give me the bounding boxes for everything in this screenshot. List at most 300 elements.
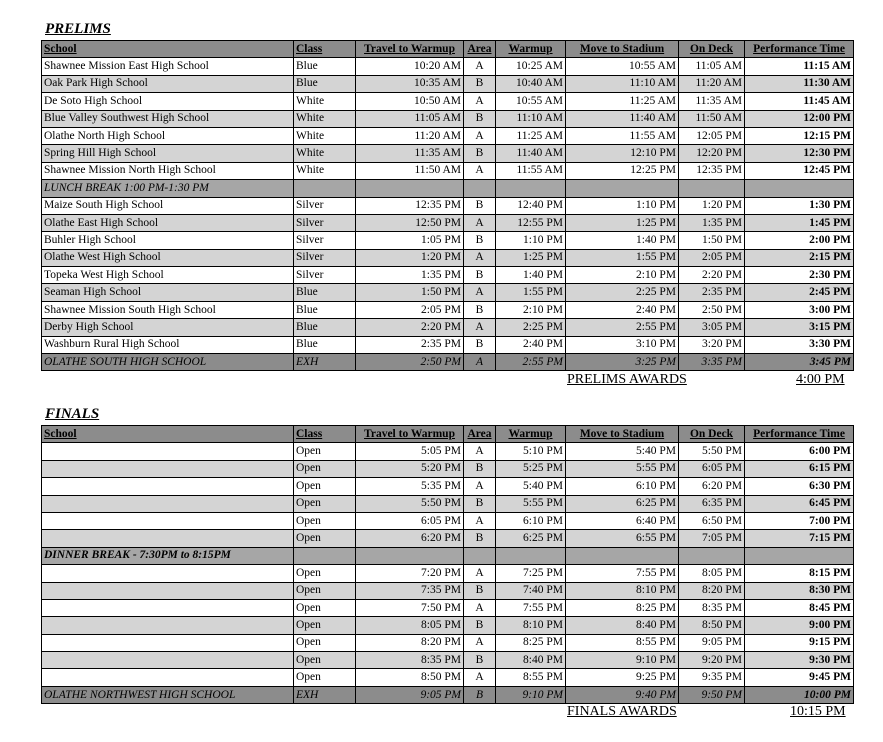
table-row: [42, 354, 854, 371]
travel-cell: 10:35 AM: [356, 75, 464, 92]
deck-cell: 8:35 PM: [679, 599, 745, 616]
warmup-cell: 10:25 AM: [496, 58, 566, 75]
area-cell: B: [464, 110, 496, 127]
move-cell: 8:25 PM: [566, 599, 679, 616]
performance-cell: 12:45 PM: [745, 162, 854, 179]
col-warmup-header: Warmup: [496, 426, 566, 443]
travel-cell: 10:50 AM: [356, 93, 464, 110]
warmup-cell: 11:40 AM: [496, 145, 566, 162]
deck-cell: 1:20 PM: [679, 197, 745, 214]
col-deck-header: On Deck: [679, 426, 745, 443]
school-cell: OLATHE SOUTH HIGH SCHOOL: [42, 354, 294, 371]
table-row: [42, 249, 854, 266]
warmup-cell: 10:40 AM: [496, 75, 566, 92]
school-cell: OLATHE NORTHWEST HIGH SCHOOL: [42, 686, 294, 703]
deck-cell: 8:05 PM: [679, 565, 745, 582]
school-cell: [42, 460, 294, 477]
col-class-header: Class: [294, 41, 356, 58]
col-travel-header: Travel to Warmup: [356, 41, 464, 58]
deck-cell: 9:35 PM: [679, 669, 745, 686]
class-cell: Open: [294, 617, 356, 634]
col-perf-header: Performance Time: [745, 426, 854, 443]
table-row: [42, 443, 854, 460]
break-empty-cell: [566, 547, 679, 564]
deck-cell: 2:05 PM: [679, 249, 745, 266]
break-empty-cell: [464, 547, 496, 564]
performance-cell: 9:15 PM: [745, 634, 854, 651]
move-cell: 3:10 PM: [566, 336, 679, 353]
school-cell: Oak Park High School: [42, 75, 294, 92]
warmup-cell: 12:40 PM: [496, 197, 566, 214]
move-cell: 11:55 AM: [566, 127, 679, 144]
area-cell: A: [464, 93, 496, 110]
col-school-header: School: [42, 41, 294, 58]
school-cell: Shawnee Mission South High School: [42, 301, 294, 318]
area-cell: B: [464, 75, 496, 92]
move-cell: 9:10 PM: [566, 652, 679, 669]
travel-cell: 7:35 PM: [356, 582, 464, 599]
area-cell: B: [464, 582, 496, 599]
table-row: [42, 634, 854, 651]
area-cell: A: [464, 58, 496, 75]
table-row: [42, 669, 854, 686]
warmup-cell: 7:55 PM: [496, 599, 566, 616]
area-cell: A: [464, 565, 496, 582]
travel-cell: 2:20 PM: [356, 319, 464, 336]
move-cell: 6:25 PM: [566, 495, 679, 512]
class-cell: EXH: [294, 354, 356, 371]
class-cell: Open: [294, 530, 356, 547]
school-cell: Olathe West High School: [42, 249, 294, 266]
prelims-title: PRELIMS: [45, 21, 111, 37]
performance-cell: 12:30 PM: [745, 145, 854, 162]
class-cell: Blue: [294, 301, 356, 318]
warmup-cell: 2:40 PM: [496, 336, 566, 353]
school-cell: [42, 634, 294, 651]
break-empty-cell: [679, 180, 745, 197]
break-row: [42, 547, 854, 564]
table-row: [42, 336, 854, 353]
prelims-schedule-table: [41, 40, 854, 371]
table-row: [42, 599, 854, 616]
class-cell: Blue: [294, 75, 356, 92]
school-cell: Washburn Rural High School: [42, 336, 294, 353]
table-row: [42, 478, 854, 495]
performance-cell: 11:30 AM: [745, 75, 854, 92]
area-cell: B: [464, 617, 496, 634]
break-empty-cell: [745, 180, 854, 197]
performance-cell: 8:45 PM: [745, 599, 854, 616]
warmup-cell: 10:55 AM: [496, 93, 566, 110]
warmup-cell: 1:55 PM: [496, 284, 566, 301]
deck-cell: 3:05 PM: [679, 319, 745, 336]
warmup-cell: 1:40 PM: [496, 267, 566, 284]
travel-cell: 5:50 PM: [356, 495, 464, 512]
school-cell: Olathe North High School: [42, 127, 294, 144]
move-cell: 8:55 PM: [566, 634, 679, 651]
performance-cell: 2:15 PM: [745, 249, 854, 266]
warmup-cell: 5:25 PM: [496, 460, 566, 477]
break-empty-cell: [496, 547, 566, 564]
deck-cell: 6:35 PM: [679, 495, 745, 512]
class-cell: Open: [294, 495, 356, 512]
col-school-header: School: [42, 426, 294, 443]
table-row: [42, 652, 854, 669]
deck-cell: 1:50 PM: [679, 232, 745, 249]
area-cell: A: [464, 284, 496, 301]
deck-cell: 6:50 PM: [679, 512, 745, 529]
deck-cell: 12:05 PM: [679, 127, 745, 144]
school-cell: [42, 599, 294, 616]
school-cell: Shawnee Mission East High School: [42, 58, 294, 75]
table-row: [42, 110, 854, 127]
move-cell: 11:40 AM: [566, 110, 679, 127]
performance-cell: 3:30 PM: [745, 336, 854, 353]
travel-cell: 1:20 PM: [356, 249, 464, 266]
break-label: DINNER BREAK - 7:30PM to 8:15PM: [42, 547, 294, 564]
school-cell: Spring Hill High School: [42, 145, 294, 162]
warmup-cell: 8:40 PM: [496, 652, 566, 669]
performance-cell: 8:30 PM: [745, 582, 854, 599]
col-area-header: Area: [464, 426, 496, 443]
header-row: [42, 41, 854, 58]
travel-cell: 1:05 PM: [356, 232, 464, 249]
break-empty-cell: [566, 180, 679, 197]
school-cell: [42, 495, 294, 512]
finals-title: FINALS: [45, 406, 100, 422]
warmup-cell: 6:25 PM: [496, 530, 566, 547]
area-cell: A: [464, 669, 496, 686]
deck-cell: 7:05 PM: [679, 530, 745, 547]
table-row: [42, 617, 854, 634]
school-cell: Maize South High School: [42, 197, 294, 214]
area-cell: B: [464, 686, 496, 703]
travel-cell: 9:05 PM: [356, 686, 464, 703]
class-cell: Silver: [294, 214, 356, 231]
school-cell: Derby High School: [42, 319, 294, 336]
move-cell: 8:10 PM: [566, 582, 679, 599]
class-cell: Silver: [294, 249, 356, 266]
deck-cell: 2:20 PM: [679, 267, 745, 284]
performance-cell: 6:30 PM: [745, 478, 854, 495]
class-cell: Silver: [294, 232, 356, 249]
class-cell: Blue: [294, 284, 356, 301]
finals-awards-time: 10:15 PM: [790, 704, 846, 719]
warmup-cell: 11:55 AM: [496, 162, 566, 179]
move-cell: 1:40 PM: [566, 232, 679, 249]
table-row: [42, 512, 854, 529]
deck-cell: 1:35 PM: [679, 214, 745, 231]
class-cell: Open: [294, 669, 356, 686]
break-label: LUNCH BREAK 1:00 PM-1:30 PM: [42, 180, 294, 197]
school-cell: Seaman High School: [42, 284, 294, 301]
col-deck-header: On Deck: [679, 41, 745, 58]
area-cell: A: [464, 512, 496, 529]
break-empty-cell: [294, 180, 356, 197]
performance-cell: 9:30 PM: [745, 652, 854, 669]
deck-cell: 5:50 PM: [679, 443, 745, 460]
area-cell: B: [464, 495, 496, 512]
table-row: [42, 301, 854, 318]
area-cell: B: [464, 336, 496, 353]
travel-cell: 11:35 AM: [356, 145, 464, 162]
performance-cell: 1:30 PM: [745, 197, 854, 214]
performance-cell: 8:15 PM: [745, 565, 854, 582]
break-row: [42, 180, 854, 197]
col-move-header: Move to Stadium: [566, 41, 679, 58]
table-row: [42, 75, 854, 92]
warmup-cell: 5:10 PM: [496, 443, 566, 460]
deck-cell: 9:20 PM: [679, 652, 745, 669]
school-cell: [42, 443, 294, 460]
warmup-cell: 7:40 PM: [496, 582, 566, 599]
move-cell: 11:10 AM: [566, 75, 679, 92]
table-row: [42, 93, 854, 110]
finals-schedule-table: [41, 425, 854, 704]
move-cell: 2:55 PM: [566, 319, 679, 336]
class-cell: Open: [294, 582, 356, 599]
move-cell: 7:55 PM: [566, 565, 679, 582]
area-cell: B: [464, 460, 496, 477]
prelims-awards-time: 4:00 PM: [796, 372, 845, 387]
class-cell: Open: [294, 512, 356, 529]
deck-cell: 2:50 PM: [679, 301, 745, 318]
move-cell: 2:10 PM: [566, 267, 679, 284]
travel-cell: 11:05 AM: [356, 110, 464, 127]
class-cell: Blue: [294, 336, 356, 353]
area-cell: B: [464, 267, 496, 284]
warmup-cell: 8:55 PM: [496, 669, 566, 686]
travel-cell: 5:35 PM: [356, 478, 464, 495]
deck-cell: 11:20 AM: [679, 75, 745, 92]
performance-cell: 12:00 PM: [745, 110, 854, 127]
school-cell: [42, 617, 294, 634]
move-cell: 5:40 PM: [566, 443, 679, 460]
header-row: [42, 426, 854, 443]
area-cell: B: [464, 197, 496, 214]
travel-cell: 6:05 PM: [356, 512, 464, 529]
travel-cell: 7:20 PM: [356, 565, 464, 582]
deck-cell: 6:20 PM: [679, 478, 745, 495]
school-cell: Topeka West High School: [42, 267, 294, 284]
deck-cell: 11:50 AM: [679, 110, 745, 127]
break-empty-cell: [745, 547, 854, 564]
class-cell: White: [294, 93, 356, 110]
table-row: [42, 582, 854, 599]
move-cell: 6:55 PM: [566, 530, 679, 547]
area-cell: A: [464, 249, 496, 266]
area-cell: B: [464, 301, 496, 318]
area-cell: A: [464, 443, 496, 460]
performance-cell: 7:15 PM: [745, 530, 854, 547]
travel-cell: 10:20 AM: [356, 58, 464, 75]
class-cell: Open: [294, 634, 356, 651]
move-cell: 11:25 AM: [566, 93, 679, 110]
class-cell: Open: [294, 478, 356, 495]
travel-cell: 6:20 PM: [356, 530, 464, 547]
travel-cell: 8:50 PM: [356, 669, 464, 686]
warmup-cell: 5:40 PM: [496, 478, 566, 495]
performance-cell: 12:15 PM: [745, 127, 854, 144]
school-cell: [42, 530, 294, 547]
break-empty-cell: [679, 547, 745, 564]
warmup-cell: 6:10 PM: [496, 512, 566, 529]
class-cell: Blue: [294, 319, 356, 336]
move-cell: 9:40 PM: [566, 686, 679, 703]
performance-cell: 6:15 PM: [745, 460, 854, 477]
move-cell: 6:40 PM: [566, 512, 679, 529]
performance-cell: 7:00 PM: [745, 512, 854, 529]
deck-cell: 11:35 AM: [679, 93, 745, 110]
performance-cell: 6:00 PM: [745, 443, 854, 460]
performance-cell: 11:15 AM: [745, 58, 854, 75]
table-row: [42, 319, 854, 336]
travel-cell: 12:35 PM: [356, 197, 464, 214]
move-cell: 9:25 PM: [566, 669, 679, 686]
performance-cell: 2:00 PM: [745, 232, 854, 249]
move-cell: 2:25 PM: [566, 284, 679, 301]
warmup-cell: 2:55 PM: [496, 354, 566, 371]
travel-cell: 8:35 PM: [356, 652, 464, 669]
table-row: [42, 267, 854, 284]
finals-awards-label: FINALS AWARDS: [567, 704, 677, 719]
deck-cell: 8:50 PM: [679, 617, 745, 634]
table-row: [42, 197, 854, 214]
move-cell: 8:40 PM: [566, 617, 679, 634]
table-row: [42, 214, 854, 231]
move-cell: 1:55 PM: [566, 249, 679, 266]
move-cell: 6:10 PM: [566, 478, 679, 495]
table-row: [42, 565, 854, 582]
area-cell: A: [464, 214, 496, 231]
warmup-cell: 1:25 PM: [496, 249, 566, 266]
area-cell: B: [464, 145, 496, 162]
area-cell: A: [464, 354, 496, 371]
table-row: [42, 460, 854, 477]
class-cell: EXH: [294, 686, 356, 703]
warmup-cell: 5:55 PM: [496, 495, 566, 512]
warmup-cell: 11:10 AM: [496, 110, 566, 127]
class-cell: White: [294, 145, 356, 162]
col-move-header: Move to Stadium: [566, 426, 679, 443]
deck-cell: 9:05 PM: [679, 634, 745, 651]
warmup-cell: 9:10 PM: [496, 686, 566, 703]
deck-cell: 12:20 PM: [679, 145, 745, 162]
warmup-cell: 11:25 AM: [496, 127, 566, 144]
move-cell: 12:25 PM: [566, 162, 679, 179]
table-row: [42, 530, 854, 547]
area-cell: B: [464, 652, 496, 669]
break-empty-cell: [356, 547, 464, 564]
performance-cell: 3:15 PM: [745, 319, 854, 336]
col-class-header: Class: [294, 426, 356, 443]
col-travel-header: Travel to Warmup: [356, 426, 464, 443]
class-cell: Open: [294, 599, 356, 616]
deck-cell: 9:50 PM: [679, 686, 745, 703]
class-cell: Open: [294, 443, 356, 460]
school-cell: Blue Valley Southwest High School: [42, 110, 294, 127]
performance-cell: 3:00 PM: [745, 301, 854, 318]
warmup-cell: 8:10 PM: [496, 617, 566, 634]
performance-cell: 3:45 PM: [745, 354, 854, 371]
move-cell: 2:40 PM: [566, 301, 679, 318]
warmup-cell: 7:25 PM: [496, 565, 566, 582]
school-cell: [42, 478, 294, 495]
class-cell: Blue: [294, 58, 356, 75]
area-cell: A: [464, 478, 496, 495]
school-cell: Buhler High School: [42, 232, 294, 249]
break-empty-cell: [294, 547, 356, 564]
performance-cell: 2:30 PM: [745, 267, 854, 284]
travel-cell: 2:35 PM: [356, 336, 464, 353]
area-cell: B: [464, 530, 496, 547]
school-cell: [42, 669, 294, 686]
class-cell: White: [294, 127, 356, 144]
travel-cell: 2:05 PM: [356, 301, 464, 318]
travel-cell: 8:20 PM: [356, 634, 464, 651]
travel-cell: 11:20 AM: [356, 127, 464, 144]
deck-cell: 6:05 PM: [679, 460, 745, 477]
school-cell: [42, 565, 294, 582]
class-cell: Open: [294, 460, 356, 477]
school-cell: [42, 582, 294, 599]
break-empty-cell: [496, 180, 566, 197]
table-row: [42, 127, 854, 144]
performance-cell: 2:45 PM: [745, 284, 854, 301]
class-cell: Open: [294, 565, 356, 582]
warmup-cell: 12:55 PM: [496, 214, 566, 231]
school-cell: [42, 512, 294, 529]
table-row: [42, 686, 854, 703]
warmup-cell: 8:25 PM: [496, 634, 566, 651]
travel-cell: 7:50 PM: [356, 599, 464, 616]
travel-cell: 5:05 PM: [356, 443, 464, 460]
school-cell: Shawnee Mission North High School: [42, 162, 294, 179]
col-area-header: Area: [464, 41, 496, 58]
travel-cell: 8:05 PM: [356, 617, 464, 634]
col-warmup-header: Warmup: [496, 41, 566, 58]
performance-cell: 1:45 PM: [745, 214, 854, 231]
table-row: [42, 232, 854, 249]
table-row: [42, 162, 854, 179]
class-cell: Silver: [294, 267, 356, 284]
area-cell: B: [464, 232, 496, 249]
prelims-awards-label: PRELIMS AWARDS: [567, 372, 687, 387]
area-cell: A: [464, 634, 496, 651]
move-cell: 3:25 PM: [566, 354, 679, 371]
move-cell: 1:10 PM: [566, 197, 679, 214]
school-cell: De Soto High School: [42, 93, 294, 110]
move-cell: 10:55 AM: [566, 58, 679, 75]
school-cell: [42, 652, 294, 669]
table-row: [42, 284, 854, 301]
performance-cell: 9:45 PM: [745, 669, 854, 686]
class-cell: White: [294, 162, 356, 179]
area-cell: A: [464, 319, 496, 336]
travel-cell: 2:50 PM: [356, 354, 464, 371]
area-cell: A: [464, 127, 496, 144]
performance-cell: 11:45 AM: [745, 93, 854, 110]
deck-cell: 11:05 AM: [679, 58, 745, 75]
deck-cell: 3:20 PM: [679, 336, 745, 353]
travel-cell: 11:50 AM: [356, 162, 464, 179]
travel-cell: 1:35 PM: [356, 267, 464, 284]
move-cell: 12:10 PM: [566, 145, 679, 162]
performance-cell: 9:00 PM: [745, 617, 854, 634]
area-cell: A: [464, 599, 496, 616]
deck-cell: 8:20 PM: [679, 582, 745, 599]
travel-cell: 1:50 PM: [356, 284, 464, 301]
